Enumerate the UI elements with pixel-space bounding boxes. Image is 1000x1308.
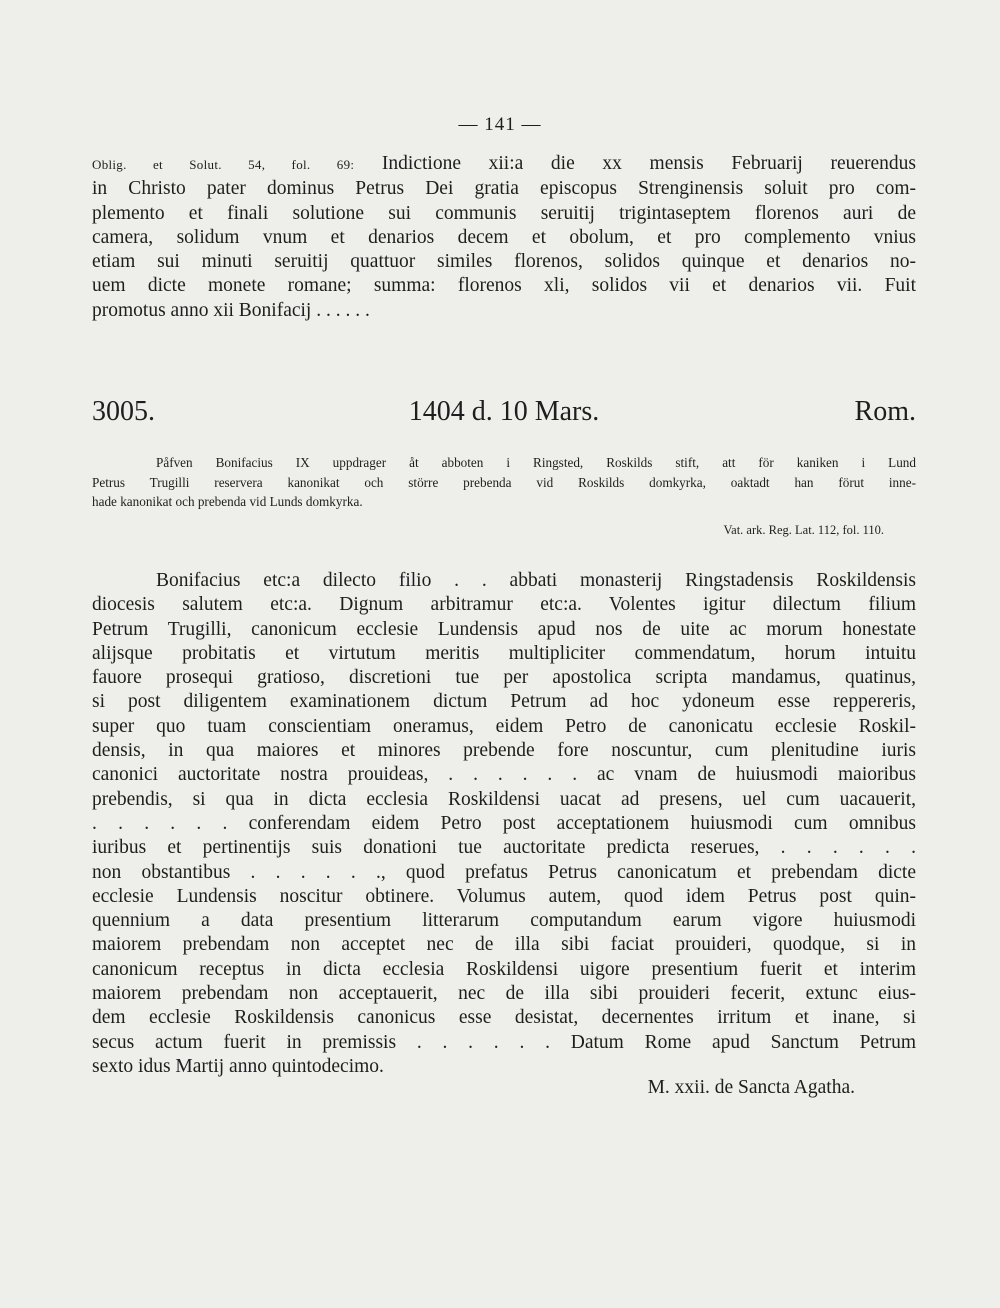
- archive-reference: Vat. ark. Reg. Lat. 112, fol. 110.: [723, 523, 884, 537]
- entry-summary: [92, 453, 916, 512]
- summary-line: hade kanonikat och prebenda vid Lunds domkyrka.: [92, 494, 363, 509]
- entry-date: 1404 d. 10 Mars.: [408, 396, 600, 427]
- text-line: Bonifacius etc:a dilecto filio . . abbati monasterij Ringstadensis Roskildensis: [156, 570, 916, 591]
- text-line: alijsque probitatis et virtutum meritis multipliciter commendatum, horum intuitu: [92, 642, 916, 664]
- summary-line: Petrus Trugilli reservera kanonikat och större prebenda vid Roskilds domkyrka, oaktadt han förut inne-: [92, 474, 916, 490]
- text-line: maiorem prebendam non acceptauerit, nec de illa sibi prouideri fecerit, extunc eius-: [92, 983, 916, 1005]
- entry-text: [92, 569, 916, 1079]
- page-number: — 141 —: [458, 114, 542, 135]
- text-line: maiorem prebendam non acceptet nec de illa sibi faciat prouideri, quodque, si in: [92, 934, 916, 956]
- source-reference: Oblig. et Solut. 54, fol. 69:: [92, 157, 355, 172]
- entry-number: 3005.: [92, 396, 155, 427]
- previous-entry-line-1: Oblig. et Solut. 54, fol. 69: Indictione xii:a die xx mensis Februarij reuerendus: [92, 153, 916, 174]
- previous-entry-line: uem dicte monete romane; summa: florenos xli, solidos vii et denarios vii. Fuit: [92, 275, 916, 297]
- entry-place: Rom.: [854, 396, 916, 427]
- text-line: . . . . . . conferendam eidem Petro post acceptationem huiusmodi cum omnibus: [92, 812, 916, 834]
- text-line: canonicum receptus in dicta ecclesia Roskildensi uigore presentium fuerit et interim: [92, 958, 916, 980]
- summary-line: Påfven Bonifacius IX uppdrager åt abboten i Ringsted, Roskilds stift, att för kaniken i Lund: [156, 455, 916, 470]
- previous-entry-line: promotus anno xii Bonifacij . . . . . .: [92, 299, 370, 321]
- entry-heading: [92, 396, 916, 436]
- text-line: iuribus et pertinentijs suis donationi tue auctoritate predicta reserues, . . . . . .: [92, 837, 916, 859]
- previous-entry: [92, 152, 916, 323]
- text-line: secus actum fuerit in premissis . . . . . . Datum Rome apud Sanctum Petrum: [92, 1031, 916, 1053]
- signature: M. xxii. de Sancta Agatha.: [647, 1077, 855, 1098]
- text-line: diocesis salutem etc:a. Dignum arbitramur etc:a. Volentes igitur dilectum filium: [92, 594, 916, 616]
- previous-entry-line: etiam sui minuti seruitij quattuor similes florenos, solidos quinque et denarios no-: [92, 251, 916, 273]
- text-line: ecclesie Lundensis noscitur obtinere. Volumus autem, quod idem Petrus post quin-: [92, 885, 916, 907]
- text-line: canonici auctoritate nostra prouideas, . . . . . . ac vnam de huiusmodi maioribus: [92, 764, 916, 786]
- previous-entry-line: in Christo pater dominus Petrus Dei gratia episcopus Strenginensis soluit pro com-: [92, 178, 916, 200]
- previous-entry-line: plemento et finali solutione sui communis seruitij trigintaseptem florenos auri de: [92, 202, 916, 224]
- text-line: dem ecclesie Roskildensis canonicus esse desistat, decernentes irritum et inane, si: [92, 1007, 916, 1029]
- text-line: non obstantibus . . . . . ., quod prefatus Petrus canonicatum et prebendam dicte: [92, 861, 916, 883]
- text-line: prebendis, si qua in dicta ecclesia Roskildensi uacat ad presens, uel cum uacauerit,: [92, 788, 916, 810]
- text-line: quennium a data presentium litterarum computandum earum vigore huiusmodi: [92, 910, 916, 932]
- text-line: super quo tuam conscientiam oneramus, eidem Petro de canonicatu ecclesie Roskil-: [92, 715, 916, 737]
- text-line: densis, in qua maiores et minores prebende fore noscuntur, cum plenitudine iuris: [92, 740, 916, 762]
- previous-entry-line: camera, solidum vnum et denarios decem et obolum, et pro complemento vnius: [92, 226, 916, 248]
- text-line: fauore prosequi gratioso, discretioni tue per apostolica scripta mandamus, quatinus,: [92, 667, 916, 689]
- text-line: Petrum Trugilli, canonicum ecclesie Lundensis apud nos de uite ac morum honestate: [92, 618, 916, 640]
- text-line: sexto idus Martij anno quintodecimo.: [92, 1055, 384, 1077]
- text-line: si post diligentem examinationem dictum Petrum ad hoc ydoneum esse reppereris,: [92, 691, 916, 713]
